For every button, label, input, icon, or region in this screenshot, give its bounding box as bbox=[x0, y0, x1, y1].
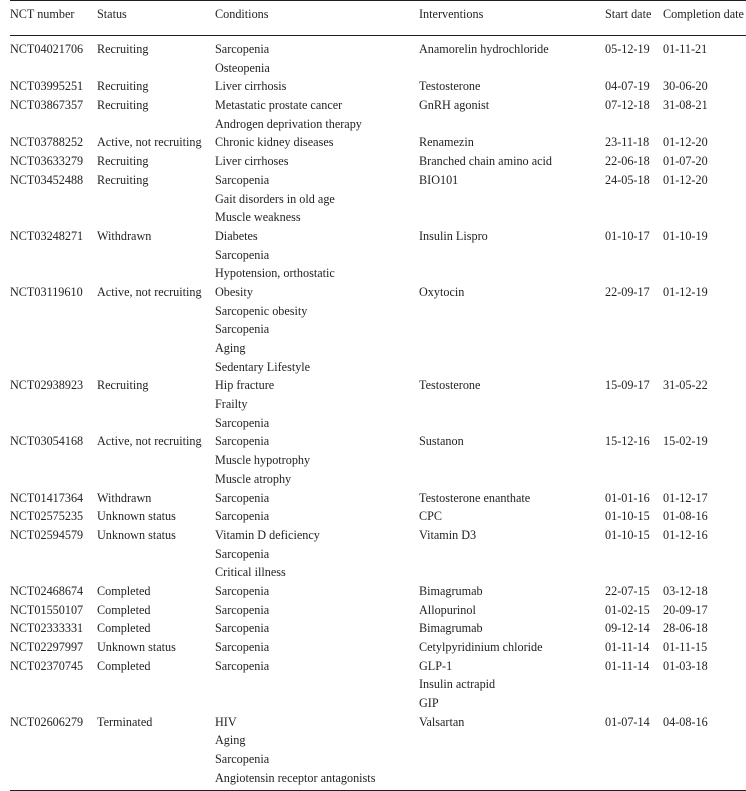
status-cell bbox=[97, 152, 215, 171]
table-row bbox=[10, 619, 746, 638]
nct-number-cell bbox=[10, 283, 97, 376]
nct-number-cell bbox=[10, 638, 97, 657]
conditions-cell-item: Hip fracture bbox=[215, 378, 275, 393]
conditions-cell-item: Gait disorders in old age bbox=[215, 191, 335, 206]
completion-date-cell-text: 01-12-20 bbox=[663, 135, 708, 150]
status-cell-text: Unknown status bbox=[97, 527, 176, 542]
header-start-date: Start date bbox=[605, 1, 663, 36]
start-date-cell bbox=[605, 77, 663, 96]
conditions-cell bbox=[215, 582, 419, 601]
start-date-cell bbox=[605, 638, 663, 657]
status-cell-text: Completed bbox=[97, 658, 151, 673]
nct-number-cell-text: NCT03867357 bbox=[10, 98, 84, 113]
completion-date-cell-text: 01-08-16 bbox=[663, 509, 708, 524]
completion-date-cell-text: 15-02-19 bbox=[663, 434, 708, 449]
clinical-trials-table bbox=[10, 0, 746, 789]
completion-date-cell-text: 04-08-16 bbox=[663, 714, 708, 729]
completion-date-cell bbox=[663, 713, 746, 789]
conditions-cell-item: Muscle hypotrophy bbox=[215, 453, 311, 468]
interventions-cell bbox=[419, 227, 605, 283]
interventions-cell bbox=[419, 152, 605, 171]
conditions-cell-item: Sarcopenia bbox=[215, 621, 270, 636]
completion-date-cell bbox=[663, 638, 746, 657]
nct-number-cell-text: NCT03995251 bbox=[10, 79, 84, 94]
interventions-cell-item: BIO101 bbox=[419, 172, 459, 187]
start-date-cell bbox=[605, 601, 663, 620]
completion-date-cell bbox=[663, 171, 746, 227]
conditions-cell bbox=[215, 507, 419, 526]
nct-number-cell-text: NCT04021706 bbox=[10, 42, 84, 56]
conditions-cell bbox=[215, 133, 419, 152]
nct-number-cell-text: NCT03054168 bbox=[10, 434, 84, 449]
start-date-cell-text: 01-10-17 bbox=[605, 228, 650, 243]
conditions-cell-item: Hypotension, orthostatic bbox=[215, 266, 335, 281]
conditions-cell-item: Aging bbox=[215, 733, 246, 748]
table-row bbox=[10, 489, 746, 508]
completion-date-cell bbox=[663, 619, 746, 638]
start-date-cell bbox=[605, 376, 663, 432]
header-status: Status bbox=[97, 1, 215, 36]
interventions-cell bbox=[419, 657, 605, 713]
status-cell-text: Active, not recruiting bbox=[97, 434, 202, 449]
start-date-cell bbox=[605, 171, 663, 227]
interventions-cell bbox=[419, 601, 605, 620]
table-row bbox=[10, 582, 746, 601]
table-row bbox=[10, 171, 746, 227]
status-cell bbox=[97, 77, 215, 96]
start-date-cell-text: 22-06-18 bbox=[605, 154, 650, 169]
nct-number-cell bbox=[10, 713, 97, 789]
interventions-cell-item: Testosterone bbox=[419, 79, 481, 94]
interventions-cell-item: Insulin Lispro bbox=[419, 228, 488, 243]
interventions-cell bbox=[419, 713, 605, 789]
status-cell bbox=[97, 171, 215, 227]
interventions-cell bbox=[419, 432, 605, 488]
conditions-cell-item: Sarcopenia bbox=[215, 640, 270, 654]
start-date-cell bbox=[605, 96, 663, 133]
completion-date-cell-text: 01-11-15 bbox=[663, 640, 708, 654]
status-cell-text: Unknown status bbox=[97, 509, 176, 524]
nct-number-cell-text: NCT02938923 bbox=[10, 378, 84, 393]
table-row bbox=[10, 77, 746, 96]
start-date-cell-text: 15-12-16 bbox=[605, 434, 650, 449]
completion-date-cell-text: 01-12-20 bbox=[663, 172, 708, 187]
completion-date-cell bbox=[663, 283, 746, 376]
start-date-cell bbox=[605, 227, 663, 283]
status-cell bbox=[97, 227, 215, 283]
completion-date-cell bbox=[663, 133, 746, 152]
interventions-cell bbox=[419, 376, 605, 432]
start-date-cell-text: 01-07-14 bbox=[605, 714, 650, 729]
status-cell bbox=[97, 713, 215, 789]
completion-date-cell-text: 03-12-18 bbox=[663, 583, 708, 598]
conditions-cell-item: Chronic kidney diseases bbox=[215, 135, 334, 150]
interventions-cell-item: GLP-1 bbox=[419, 658, 453, 673]
conditions-cell bbox=[215, 283, 419, 376]
conditions-cell-item: Obesity bbox=[215, 284, 253, 299]
start-date-cell-text: 09-12-14 bbox=[605, 621, 650, 636]
nct-number-cell-text: NCT01550107 bbox=[10, 602, 84, 617]
interventions-cell bbox=[419, 489, 605, 508]
completion-date-cell-text: 01-12-17 bbox=[663, 490, 708, 505]
table-row bbox=[10, 713, 746, 789]
conditions-cell-item: Liver cirrhoses bbox=[215, 154, 289, 169]
conditions-cell-item: Sarcopenia bbox=[215, 546, 270, 561]
status-cell bbox=[97, 638, 215, 657]
nct-number-cell bbox=[10, 133, 97, 152]
status-cell-text: Withdrawn bbox=[97, 228, 152, 243]
start-date-cell-text: 22-07-15 bbox=[605, 583, 650, 598]
conditions-cell-item: Sarcopenic obesity bbox=[215, 303, 308, 318]
conditions-cell-item: Sarcopenia bbox=[215, 752, 270, 767]
completion-date-cell bbox=[663, 526, 746, 582]
interventions-cell-item: CPC bbox=[419, 509, 443, 524]
nct-number-cell bbox=[10, 36, 97, 78]
conditions-cell-item: Sarcopenia bbox=[215, 247, 270, 262]
interventions-cell-item: Insulin actrapid bbox=[419, 677, 496, 692]
start-date-cell bbox=[605, 507, 663, 526]
nct-number-cell-text: NCT01417364 bbox=[10, 490, 84, 505]
conditions-cell-item: Frailty bbox=[215, 397, 248, 412]
table-row bbox=[10, 507, 746, 526]
table-row bbox=[10, 638, 746, 657]
status-cell-text: Recruiting bbox=[97, 42, 149, 56]
nct-number-cell bbox=[10, 582, 97, 601]
conditions-cell bbox=[215, 432, 419, 488]
nct-number-cell-text: NCT02297997 bbox=[10, 640, 84, 654]
status-cell-text: Recruiting bbox=[97, 378, 149, 393]
completion-date-cell-text: 01-12-16 bbox=[663, 527, 708, 542]
conditions-cell-item: Sarcopenia bbox=[215, 42, 270, 56]
start-date-cell bbox=[605, 619, 663, 638]
completion-date-cell bbox=[663, 77, 746, 96]
start-date-cell bbox=[605, 283, 663, 376]
interventions-cell-item: Branched chain amino acid bbox=[419, 154, 552, 169]
conditions-cell-item: Sarcopenia bbox=[215, 658, 270, 673]
completion-date-cell-text: 20-09-17 bbox=[663, 602, 708, 617]
conditions-cell bbox=[215, 152, 419, 171]
start-date-cell bbox=[605, 713, 663, 789]
interventions-cell-item: Renamezin bbox=[419, 135, 474, 150]
interventions-cell-item: Oxytocin bbox=[419, 284, 465, 299]
nct-number-cell bbox=[10, 601, 97, 620]
table-row bbox=[10, 96, 746, 133]
interventions-cell bbox=[419, 133, 605, 152]
conditions-cell-item: Sarcopenia bbox=[215, 602, 270, 617]
conditions-cell bbox=[215, 171, 419, 227]
interventions-cell bbox=[419, 582, 605, 601]
conditions-cell bbox=[215, 526, 419, 582]
conditions-cell-item: Sarcopenia bbox=[215, 322, 270, 337]
table-row bbox=[10, 283, 746, 376]
table-row bbox=[10, 152, 746, 171]
status-cell-text: Completed bbox=[97, 602, 151, 617]
header-interventions: Interventions bbox=[419, 1, 605, 36]
completion-date-cell-text: 31-05-22 bbox=[663, 378, 708, 393]
interventions-cell bbox=[419, 36, 605, 78]
table-row bbox=[10, 526, 746, 582]
status-cell bbox=[97, 657, 215, 713]
conditions-cell bbox=[215, 638, 419, 657]
start-date-cell bbox=[605, 133, 663, 152]
start-date-cell-text: 04-07-19 bbox=[605, 79, 650, 94]
completion-date-cell-text: 01-03-18 bbox=[663, 658, 708, 673]
status-cell bbox=[97, 489, 215, 508]
completion-date-cell bbox=[663, 432, 746, 488]
start-date-cell-text: 24-05-18 bbox=[605, 172, 650, 187]
completion-date-cell bbox=[663, 601, 746, 620]
status-cell-text: Recruiting bbox=[97, 154, 149, 169]
status-cell-text: Active, not recruiting bbox=[97, 284, 202, 299]
nct-number-cell-text: NCT02468674 bbox=[10, 583, 84, 598]
start-date-cell bbox=[605, 526, 663, 582]
table-row bbox=[10, 601, 746, 620]
status-cell bbox=[97, 133, 215, 152]
conditions-cell bbox=[215, 36, 419, 78]
table-row bbox=[10, 36, 746, 78]
header-completion-date: Completion date bbox=[663, 1, 746, 36]
conditions-cell-item: Liver cirrhosis bbox=[215, 79, 287, 94]
conditions-cell bbox=[215, 376, 419, 432]
start-date-cell bbox=[605, 657, 663, 713]
completion-date-cell-text: 01-11-21 bbox=[663, 42, 708, 56]
completion-date-cell bbox=[663, 227, 746, 283]
nct-number-cell bbox=[10, 227, 97, 283]
start-date-cell-text: 01-11-14 bbox=[605, 640, 650, 654]
status-cell-text: Completed bbox=[97, 621, 151, 636]
nct-number-cell bbox=[10, 171, 97, 227]
conditions-cell-item: Aging bbox=[215, 341, 246, 355]
table-header bbox=[10, 1, 746, 36]
completion-date-cell-text: 01-12-19 bbox=[663, 284, 708, 299]
start-date-cell-text: 07-12-18 bbox=[605, 98, 650, 113]
start-date-cell-text: 01-10-15 bbox=[605, 527, 650, 542]
interventions-cell-item: GnRH agonist bbox=[419, 98, 490, 113]
conditions-cell-item: Muscle atrophy bbox=[215, 471, 292, 486]
conditions-cell-item: HIV bbox=[215, 714, 237, 729]
status-cell bbox=[97, 36, 215, 78]
start-date-cell bbox=[605, 432, 663, 488]
nct-number-cell bbox=[10, 489, 97, 508]
conditions-cell bbox=[215, 601, 419, 620]
interventions-cell-item: Testosterone enanthate bbox=[419, 490, 531, 505]
interventions-cell-item: Anamorelin hydrochloride bbox=[419, 42, 549, 56]
nct-number-cell bbox=[10, 152, 97, 171]
status-cell-text: Recruiting bbox=[97, 98, 149, 113]
status-cell bbox=[97, 507, 215, 526]
status-cell bbox=[97, 526, 215, 582]
nct-number-cell-text: NCT03633279 bbox=[10, 154, 84, 169]
interventions-cell-item: Valsartan bbox=[419, 714, 465, 729]
conditions-cell-item: Vitamin D deficiency bbox=[215, 527, 320, 542]
conditions-cell-item: Muscle weakness bbox=[215, 210, 301, 225]
status-cell bbox=[97, 619, 215, 638]
nct-number-cell bbox=[10, 507, 97, 526]
nct-number-cell-text: NCT03248271 bbox=[10, 228, 84, 243]
start-date-cell bbox=[605, 36, 663, 78]
nct-number-cell-text: NCT02333331 bbox=[10, 621, 84, 636]
status-cell-text: Terminated bbox=[97, 714, 153, 729]
interventions-cell bbox=[419, 171, 605, 227]
conditions-cell bbox=[215, 713, 419, 789]
status-cell-text: Recruiting bbox=[97, 172, 149, 187]
start-date-cell-text: 15-09-17 bbox=[605, 378, 650, 393]
status-cell-text: Active, not recruiting bbox=[97, 135, 202, 150]
conditions-cell-item: Critical illness bbox=[215, 565, 286, 580]
nct-number-cell bbox=[10, 432, 97, 488]
completion-date-cell-text: 31-08-21 bbox=[663, 98, 708, 113]
conditions-cell-item: Sarcopenia bbox=[215, 172, 270, 187]
start-date-cell-text: 01-10-15 bbox=[605, 509, 650, 524]
status-cell-text: Withdrawn bbox=[97, 490, 152, 505]
interventions-cell bbox=[419, 283, 605, 376]
table-row bbox=[10, 657, 746, 713]
completion-date-cell-text: 30-06-20 bbox=[663, 79, 708, 94]
nct-number-cell-text: NCT03119610 bbox=[10, 284, 83, 299]
start-date-cell-text: 05-12-19 bbox=[605, 42, 650, 56]
interventions-cell-item: Bimagrumab bbox=[419, 621, 483, 636]
start-date-cell-text: 22-09-17 bbox=[605, 284, 650, 299]
completion-date-cell bbox=[663, 36, 746, 78]
status-cell bbox=[97, 283, 215, 376]
interventions-cell bbox=[419, 77, 605, 96]
nct-number-cell-text: NCT03788252 bbox=[10, 135, 84, 150]
completion-date-cell bbox=[663, 376, 746, 432]
table-body bbox=[10, 36, 746, 789]
nct-number-cell bbox=[10, 77, 97, 96]
conditions-cell-item: Sarcopenia bbox=[215, 434, 270, 449]
start-date-cell bbox=[605, 582, 663, 601]
interventions-cell-item: Sustanon bbox=[419, 434, 464, 449]
conditions-cell-item: Angiotensin receptor antagonists bbox=[215, 770, 376, 785]
conditions-cell-item: Androgen deprivation therapy bbox=[215, 116, 362, 131]
nct-number-cell bbox=[10, 657, 97, 713]
start-date-cell bbox=[605, 152, 663, 171]
conditions-cell-item: Sarcopenia bbox=[215, 509, 270, 524]
nct-number-cell bbox=[10, 619, 97, 638]
conditions-cell-item: Sarcopenia bbox=[215, 583, 270, 598]
status-cell-text: Completed bbox=[97, 583, 151, 598]
interventions-cell-item: GIP bbox=[419, 696, 439, 711]
interventions-cell bbox=[419, 507, 605, 526]
completion-date-cell bbox=[663, 489, 746, 508]
conditions-cell-item: Sedentary Lifestyle bbox=[215, 359, 311, 374]
table-row bbox=[10, 432, 746, 488]
nct-number-cell-text: NCT03452488 bbox=[10, 172, 84, 187]
status-cell-text: Unknown status bbox=[97, 640, 176, 654]
conditions-cell bbox=[215, 96, 419, 133]
completion-date-cell-text: 01-10-19 bbox=[663, 228, 708, 243]
status-cell bbox=[97, 601, 215, 620]
interventions-cell-item: Testosterone bbox=[419, 378, 481, 393]
conditions-cell bbox=[215, 619, 419, 638]
conditions-cell bbox=[215, 657, 419, 713]
status-cell bbox=[97, 96, 215, 133]
interventions-cell-item: Vitamin D3 bbox=[419, 527, 477, 542]
start-date-cell-text: 01-11-14 bbox=[605, 658, 650, 673]
start-date-cell-text: 01-02-15 bbox=[605, 602, 650, 617]
completion-date-cell bbox=[663, 96, 746, 133]
status-cell bbox=[97, 432, 215, 488]
status-cell bbox=[97, 376, 215, 432]
status-cell bbox=[97, 582, 215, 601]
nct-number-cell bbox=[10, 96, 97, 133]
conditions-cell bbox=[215, 489, 419, 508]
completion-date-cell bbox=[663, 582, 746, 601]
nct-number-cell-text: NCT02606279 bbox=[10, 714, 84, 729]
header-nct-number: NCT number bbox=[10, 1, 97, 36]
completion-date-cell bbox=[663, 152, 746, 171]
interventions-cell-item: Bimagrumab bbox=[419, 583, 483, 598]
completion-date-cell bbox=[663, 657, 746, 713]
header-row bbox=[10, 1, 746, 36]
interventions-cell bbox=[419, 526, 605, 582]
table-row bbox=[10, 227, 746, 283]
start-date-cell-text: 01-01-16 bbox=[605, 490, 650, 505]
nct-number-cell bbox=[10, 526, 97, 582]
nct-number-cell-text: NCT02370745 bbox=[10, 658, 84, 673]
conditions-cell-item: Osteopenia bbox=[215, 60, 270, 75]
completion-date-cell bbox=[663, 507, 746, 526]
completion-date-cell-text: 01-07-20 bbox=[663, 154, 708, 169]
nct-number-cell-text: NCT02575235 bbox=[10, 509, 84, 524]
start-date-cell bbox=[605, 489, 663, 508]
header-conditions: Conditions bbox=[215, 1, 419, 36]
conditions-cell bbox=[215, 77, 419, 96]
conditions-cell-item: Metastatic prostate cancer bbox=[215, 98, 343, 113]
conditions-cell-item: Sarcopenia bbox=[215, 490, 270, 505]
interventions-cell-item: Cetylpyridinium chloride bbox=[419, 640, 543, 654]
nct-number-cell-text: NCT02594579 bbox=[10, 527, 84, 542]
interventions-cell bbox=[419, 619, 605, 638]
table-row bbox=[10, 133, 746, 152]
conditions-cell-item: Sarcopenia bbox=[215, 415, 270, 430]
conditions-cell-item: Diabetes bbox=[215, 228, 258, 243]
completion-date-cell-text: 28-06-18 bbox=[663, 621, 708, 636]
conditions-cell bbox=[215, 227, 419, 283]
interventions-cell bbox=[419, 638, 605, 657]
nct-number-cell bbox=[10, 376, 97, 432]
interventions-cell-item: Allopurinol bbox=[419, 602, 476, 617]
start-date-cell-text: 23-11-18 bbox=[605, 135, 650, 150]
interventions-cell bbox=[419, 96, 605, 133]
status-cell-text: Recruiting bbox=[97, 79, 149, 94]
table-row bbox=[10, 376, 746, 432]
